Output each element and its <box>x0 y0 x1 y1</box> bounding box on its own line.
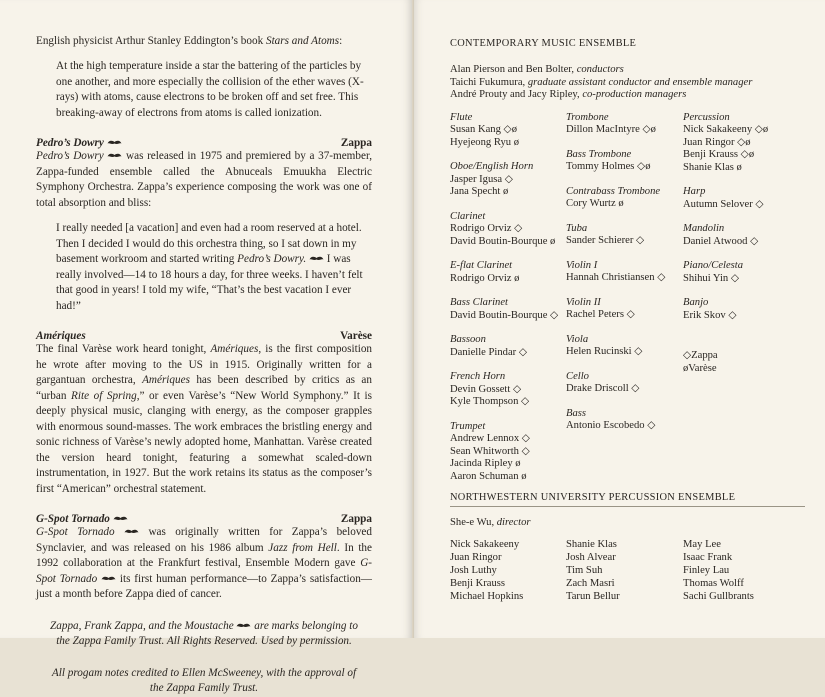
instrument-group <box>450 112 566 150</box>
piece-composer: Zappa <box>340 513 372 525</box>
percussion-grid <box>450 538 805 603</box>
ensemble-leaders <box>450 64 805 102</box>
percussion-member: Isaac Frank <box>683 552 733 563</box>
leader-role: conductors <box>576 64 624 75</box>
member-name: Hannah Christiansen ◇ <box>566 272 666 283</box>
member-name: Dillon MacIntyre ◇ø <box>566 124 656 135</box>
left-page <box>0 0 412 694</box>
member-name: Helen Rucinski ◇ <box>566 346 643 357</box>
instrument-group <box>450 211 566 249</box>
member-name: Jacinda Ripley ø <box>450 458 521 469</box>
percussion-member: Michael Hopkins <box>450 591 524 602</box>
instrument-group <box>566 408 683 433</box>
instrument-label: Bass Clarinet <box>450 297 508 308</box>
ensemble-title: CONTEMPORARY MUSIC ENSEMBLE <box>450 38 637 49</box>
instrument-group <box>450 334 566 359</box>
member-name: Kyle Thompson ◇ <box>450 396 530 407</box>
instrument-label: Bass Trombone <box>566 148 632 160</box>
roster-col-2 <box>566 112 683 496</box>
instrument-label: Trombone <box>566 111 609 123</box>
instrument-group <box>450 421 566 484</box>
leader-role: graduate assistant conductor and ensemble manager <box>527 76 753 88</box>
piece-composer: Varèse <box>340 330 372 342</box>
member-name: David Boutin-Bourque ◇ <box>450 309 559 321</box>
instrument-label: Trumpet <box>450 420 486 432</box>
instrument-label: Oboe/English Horn <box>450 161 534 172</box>
roster-col-3 <box>683 112 813 496</box>
instrument-group <box>683 260 813 285</box>
percussion-director: She-e Wu, director <box>450 517 531 528</box>
percussion-title: NORTHWESTERN UNIVERSITY PERCUSSION ENSEMBLE <box>450 492 736 503</box>
right-page <box>414 0 825 638</box>
instrument-label: Mandolin <box>683 223 725 234</box>
instrument-group <box>566 297 683 322</box>
piece-title: Amériques <box>36 330 86 342</box>
instrument-label: Banjo <box>683 297 709 308</box>
leader-line <box>450 89 805 102</box>
member-name: Drake Driscoll ◇ <box>566 383 640 394</box>
instrument-group <box>683 223 813 248</box>
instrument-label: Cello <box>566 370 589 382</box>
percussion-member: Benji Krauss <box>450 578 506 589</box>
percussion-member: Finley Lau <box>683 565 730 576</box>
instrument-label: Tuba <box>566 222 588 234</box>
piece-heading-pedros-dowry <box>36 137 372 149</box>
instrument-group <box>566 112 683 137</box>
instrument-group <box>450 371 566 409</box>
percussion-rule <box>450 506 805 507</box>
percussion-member: Josh Alvear <box>566 552 616 563</box>
instrument-group <box>566 186 683 211</box>
instrument-label: Percussion <box>683 111 730 123</box>
roster-grid <box>450 112 805 496</box>
member-name: Shanie Klas ø <box>683 161 742 173</box>
moustache-icon <box>124 528 139 536</box>
member-name: Danielle Pindar ◇ <box>450 346 527 358</box>
leader-name: André Prouty and Jacy Ripley, <box>450 89 583 100</box>
member-name: Autumn Selover ◇ <box>683 198 764 210</box>
instrument-group <box>566 149 683 174</box>
roster-col-1 <box>450 112 566 496</box>
percussion-member: Nick Sakakeeny <box>450 539 520 550</box>
instrument-label: Clarinet <box>450 210 486 222</box>
instrument-label: Flute <box>450 111 473 123</box>
member-name: Juan Ringor ◇ø <box>683 136 751 148</box>
intro-text: English physicist Arthur Stanley Eddington’s book <box>36 35 266 47</box>
instrument-label: Bass <box>566 407 587 419</box>
instrument-group <box>566 371 683 396</box>
piece-title: Pedro’s Dowry <box>36 137 122 149</box>
percussion-member: Zach Masri <box>566 578 615 589</box>
leader-name: Taichi Fukumura, <box>450 76 528 88</box>
instrument-group <box>683 112 813 175</box>
piece-body-ameriques: The final Varèse work heard tonight, Amériques, is the first composition he wrote after moving to the US in 1915. Originally written for a gargantuan orchestra, Amériques has been described by critics as an “urban Rite of Spring,” or even Varèse’s “New World Symphony.” It is deeply physical music, clanging with energy, as the composer grapples with enormous sound-masses. The work embraces the bristling energy and sonic richness of Varèse’s newly adopted home, Manhattan. Varèse created the version heard tonight, featuring a somewhat scaled-down instrumentation, in 1927. But the work retains its status as the composer’s first “American” orchestral statement. <box>36 343 373 495</box>
instrument-label: Violin II <box>566 296 601 308</box>
percussion-member: Shanie Klas <box>566 539 617 550</box>
moustache-icon <box>101 575 116 583</box>
section-rule <box>450 51 805 52</box>
instrument-label: Violin I <box>566 259 598 271</box>
member-name: Shihui Yin ◇ <box>683 272 740 284</box>
member-name: Benji Krauss ◇ø <box>683 149 755 160</box>
notes-credit: All progam notes credited to Ellen McSweeney, with the approval of the Zappa Family Trust. <box>51 666 357 694</box>
member-name: Antonio Escobedo ◇ <box>566 420 656 431</box>
moustache-icon <box>113 515 128 523</box>
member-name: Andrew Lennox ◇ <box>450 433 530 444</box>
leader-line <box>450 64 805 77</box>
eddington-quote: At the high temperature inside a star the battering of the particles by one another, and more especially the collision of the ether waves (X-rays) with atoms, cause electrons to be broken off and set free. This breaking-away of electrons from atoms is called ionization. <box>56 60 364 119</box>
piece-title: G-Spot Tornado <box>36 513 128 525</box>
piece-body-pedros-dowry: Pedro’s Dowry was released in 1975 and premiered by a 37-member, Zappa-funded ensemble called the Abnuceals Emuukha Electric Symphony Orchestra. Zappa’s experience composing the work was one of total absorption and bliss: <box>36 150 373 209</box>
instrument-label: Harp <box>683 186 706 197</box>
intro-line <box>36 34 372 49</box>
piece-composer: Zappa <box>340 137 372 149</box>
member-name: Cory Wurtz ø <box>566 198 624 209</box>
member-name: Rachel Peters ◇ <box>566 309 635 320</box>
legend-entry: ◇Zappa <box>683 350 718 361</box>
percussion-member: Juan Ringor <box>450 552 502 563</box>
member-name: Aaron Schuman ø <box>450 470 527 482</box>
intro-book-title: Stars and Atoms <box>265 35 340 47</box>
piece-heading-ameriques <box>36 330 372 342</box>
percussion-col <box>683 538 813 603</box>
instrument-group <box>450 161 566 199</box>
member-name: Jana Specht ø <box>450 186 509 197</box>
instrument-label: E-flat Clarinet <box>450 260 513 271</box>
leader-role: co-production managers <box>582 89 687 100</box>
moustache-icon <box>107 139 122 147</box>
member-name: Hyejeong Ryu ø <box>450 136 520 148</box>
instrument-label: Contrabass Trombone <box>566 185 661 197</box>
member-name: Rodrigo Orviz ◇ <box>450 223 523 234</box>
member-name: David Boutin-Bourque ø <box>450 235 556 247</box>
zappa-quote: I really needed [a vacation] and even had a room reserved at a hotel. Then I decided I would do this orchestra thing, so I sat down in my basement workroom and started writing Pedro’s Dowry. I was really involved—14 to 18 hours a day, for three weeks. I haven’t felt that good in years! I told my wife, “That’s the best vacation I ever had!” <box>56 222 363 312</box>
instrument-label: Piano/Celesta <box>683 260 744 271</box>
percussion-member: May Lee <box>683 539 721 550</box>
member-name: Susan Kang ◇ø <box>450 124 517 135</box>
member-name: Sean Whitworth ◇ <box>450 445 530 457</box>
percussion-member: Thomas Wolff <box>683 578 744 589</box>
member-name: Daniel Atwood ◇ <box>683 235 759 247</box>
instrument-label: Viola <box>566 333 589 345</box>
instrument-group <box>450 297 566 322</box>
moustache-icon <box>309 255 324 263</box>
piece-body-g-spot-tornado: G-Spot Tornado was originally written for Zappa’s beloved Synclavier, and was released on his 1986 album Jazz from Hell. In the 1992 collaboration at the Frankfurt festival, Ensemble Modern gave G-Spot Tornado its first human performance—to Zappa’s satisfaction—just a month before Zappa died of cancer. <box>36 526 372 600</box>
instrument-group <box>566 334 683 359</box>
instrument-group <box>450 260 566 285</box>
moustache-icon <box>236 622 251 630</box>
symbol-legend <box>683 350 813 375</box>
percussion-member: Josh Luthy <box>450 565 497 576</box>
member-name: Erik Skov ◇ <box>683 309 737 321</box>
percussion-col <box>566 538 683 603</box>
percussion-member: Sachi Gullbrants <box>683 591 754 602</box>
intro-end: : <box>339 35 343 47</box>
instrument-group <box>683 297 813 322</box>
member-name: Jasper Igusa ◇ <box>450 173 513 185</box>
instrument-group <box>683 186 813 211</box>
member-name: Tommy Holmes ◇ø <box>566 161 651 172</box>
member-name: Nick Sakakeeny ◇ø <box>683 124 769 135</box>
member-name: Rodrigo Orviz ø <box>450 272 520 284</box>
instrument-group <box>566 260 683 285</box>
member-name: Devin Gossett ◇ <box>450 383 522 395</box>
instrument-group <box>566 223 683 248</box>
trademark-notice: Zappa, Frank Zappa, and the Moustache are marks belonging to the Zappa Family Trust. All Rights Reserved. Used by permission. <box>50 619 358 647</box>
percussion-member: Tarun Bellur <box>566 591 620 602</box>
leader-name: Alan Pierson and Ben Bolter, <box>450 64 577 75</box>
moustache-icon <box>107 152 122 160</box>
member-name: Sander Schierer ◇ <box>566 235 645 246</box>
percussion-col <box>450 538 566 603</box>
piece-heading-g-spot-tornado <box>36 513 372 525</box>
leader-line <box>450 77 805 90</box>
instrument-label: French Horn <box>450 371 506 382</box>
percussion-member: Tim Suh <box>566 565 603 576</box>
instrument-label: Bassoon <box>450 334 486 345</box>
legend-entry: øVarèse <box>683 362 717 374</box>
